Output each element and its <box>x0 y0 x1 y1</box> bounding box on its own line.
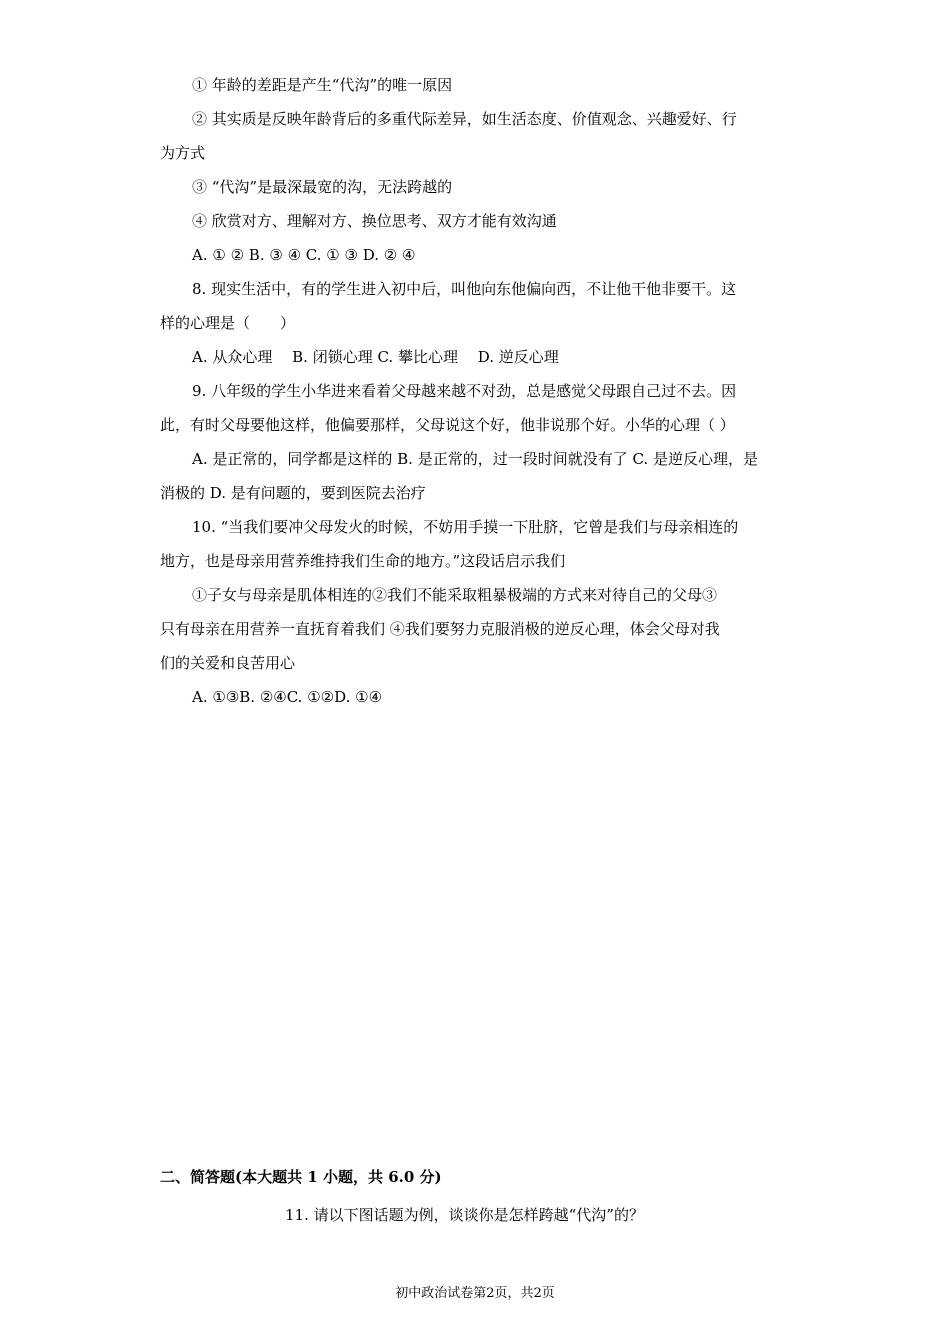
q9-stem-cont: 此，有时父母要他这样，他偏要那样，父母说这个好，他非说那个好。小华的心理（ ） <box>160 416 735 434</box>
q8-stem-cont: 样的心理是（ ） <box>160 314 296 332</box>
q8-choices: A. 从众心理 B. 闭锁心理 C. 攀比心理 D. 逆反心理 <box>192 348 559 366</box>
q10-statements: ①子女与母亲是肌体相连的②我们不能采取粗暴极端的方式来对待自己的父母③ <box>192 586 718 604</box>
q8-stem: 8. 现实生活中，有的学生进入初中后，叫他向东他偏向西，不让他干他非要干。这 <box>192 280 737 298</box>
q7-option-1: ① 年龄的差距是产生“代沟”的唯一原因 <box>192 76 453 94</box>
q11-stem: 11. 请以下图话题为例，谈谈你是怎样跨越“代沟”的？ <box>285 1206 644 1224</box>
q9-choices: A. 是正常的，同学都是这样的 B. 是正常的，过一段时间就没有了 C. 是逆反心理，是 <box>192 450 758 468</box>
q10-stem: 10. “当我们要冲父母发火的时候，不妨用手摸一下肚脐，它曾是我们与母亲相连的 <box>192 518 739 536</box>
q7-option-2-cont: 为方式 <box>160 144 206 162</box>
q7-option-4: ④ 欣赏对方、理解对方、换位思考、双方才能有效沟通 <box>192 212 557 230</box>
q10-statements-cont: 只有母亲在用营养一直抚育着我们 ④我们要努力克服消极的逆反心理，体会父母对我 <box>160 620 720 638</box>
question-body <box>160 68 794 714</box>
q9-choices-cont: 消极的 D. 是有问题的，要到医院去治疗 <box>160 484 426 502</box>
q10-statements-cont-2: 们的关爱和良苦用心 <box>160 654 296 672</box>
q7-option-2: ② 其实质是反映年龄背后的多重代际差异，如生活态度、价值观念、兴趣爱好、行 <box>192 110 737 128</box>
q10-choices: A. ①③B. ②④C. ①②D. ①④ <box>192 688 383 706</box>
q7-choices: A. ① ② B. ③ ④ C. ① ③ D. ② ④ <box>192 246 416 264</box>
q10-stem-cont: 地方，也是母亲用营养维持我们生命的地方。”这段话启示我们 <box>160 552 566 570</box>
section-heading: 二、简答题(本大题共 1 小题，共 6.0 分) <box>160 1168 442 1186</box>
q9-stem: 9. 八年级的学生小华进来看着父母越来越不对劲，总是感觉父母跟自己过不去。因 <box>192 382 737 400</box>
page-footer: 初中政治试卷第2页，共2页 <box>395 1286 555 1301</box>
q7-option-3: ③ “代沟”是最深最宽的沟，无法跨越的 <box>192 178 453 196</box>
